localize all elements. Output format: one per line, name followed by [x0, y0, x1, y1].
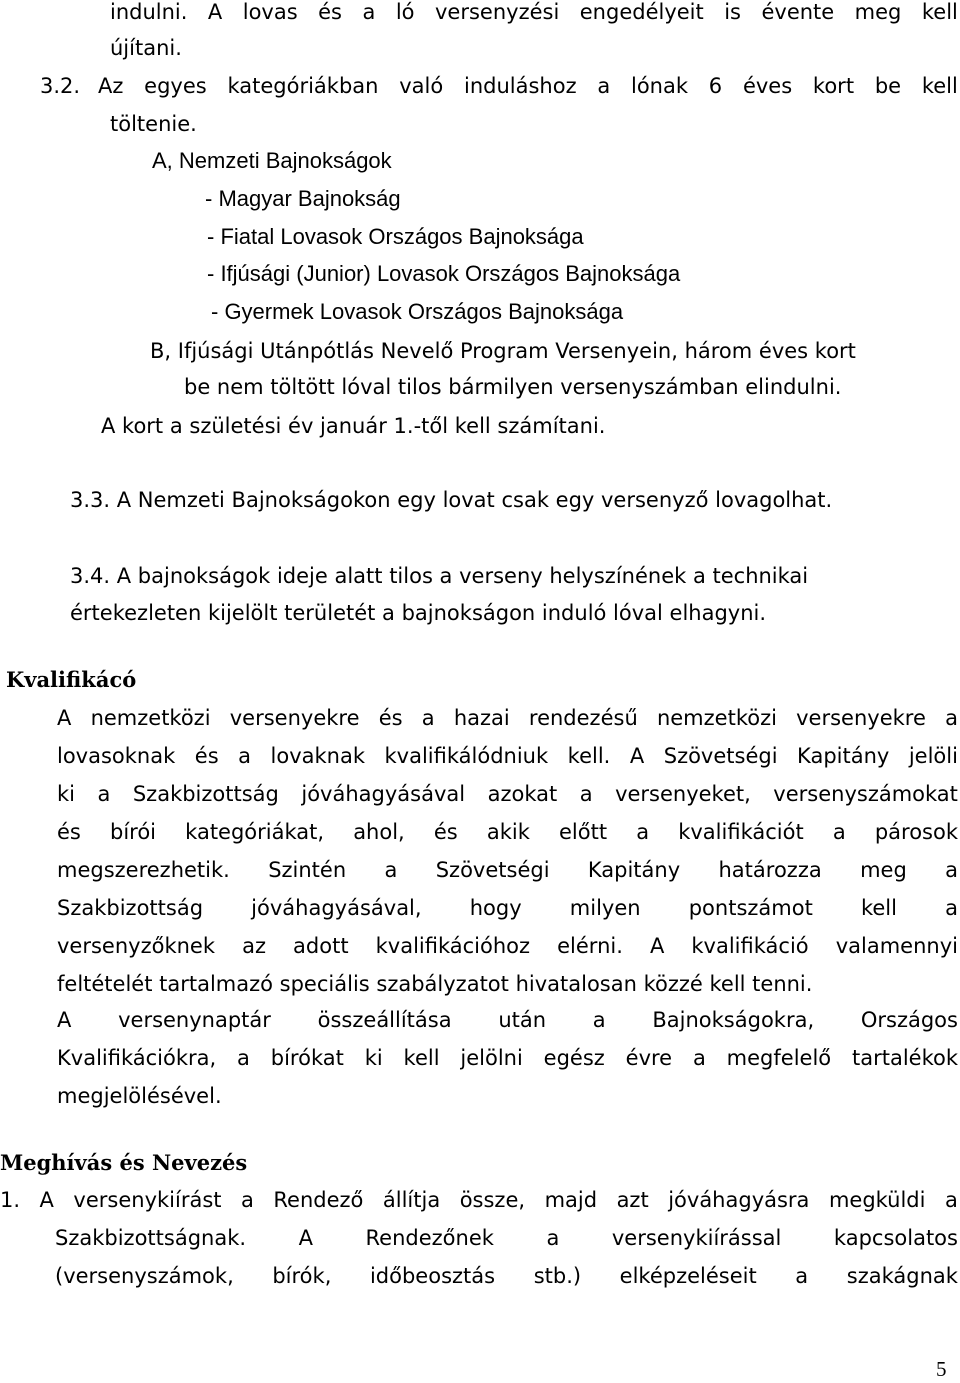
- word: évente: [761, 0, 835, 24]
- word: Szakbizottság: [57, 896, 204, 920]
- word: meg: [854, 0, 902, 24]
- word: megfelelő: [726, 1046, 832, 1070]
- text-line: be nem töltött lóval tilos bármilyen versenyszámban elindulni.: [184, 375, 842, 399]
- text-line: B, Ifjúsági Utánpótlás Nevelő Program Versenyein, három éves kort: [150, 339, 856, 363]
- text-line: újítani.: [110, 36, 182, 60]
- word: stb.): [533, 1264, 582, 1288]
- word: ki: [364, 1046, 383, 1070]
- paragraph-line: [0, 1187, 958, 1213]
- word: valamennyi: [835, 934, 958, 958]
- word: kell.: [567, 744, 611, 768]
- section-heading: Kvalifikácó: [6, 667, 137, 692]
- word: versenyeket,: [615, 782, 751, 806]
- text-line: értekezleten kijelölt területét a bajnokságon induló lóval elhagyni.: [70, 601, 767, 625]
- word: versenyekre: [796, 706, 926, 730]
- word: A: [207, 0, 223, 24]
- word: induláshoz: [463, 74, 577, 98]
- word: hazai: [453, 706, 510, 730]
- word: versenyzési: [434, 0, 560, 24]
- page-number: 5: [936, 1357, 947, 1381]
- word: A: [57, 1008, 72, 1032]
- word: adott: [293, 934, 349, 958]
- word: szakágnak: [846, 1264, 958, 1288]
- word: a: [795, 1264, 809, 1288]
- word: Rendezőnek: [365, 1226, 494, 1250]
- word: és: [378, 706, 403, 730]
- word: kell: [921, 0, 958, 24]
- word: be: [874, 74, 902, 98]
- word: A: [649, 934, 665, 958]
- word: után: [498, 1008, 547, 1032]
- word: egyes: [144, 74, 207, 98]
- word: milyen: [569, 896, 641, 920]
- paragraph-line: [57, 781, 958, 807]
- word: Szakbizottság: [132, 782, 279, 806]
- list-item: - Magyar Bajnokság: [205, 186, 401, 211]
- paragraph-line: [57, 1045, 958, 1071]
- word: a: [945, 896, 958, 920]
- word: kategóriákat,: [185, 820, 325, 844]
- word: hogy: [469, 896, 522, 920]
- word: a: [945, 706, 958, 730]
- paragraph-line: [57, 933, 958, 959]
- word: ló: [395, 0, 415, 24]
- word: nemzetközi: [656, 706, 777, 730]
- word: lónak: [631, 74, 689, 98]
- word: bírói: [110, 820, 157, 844]
- word: Rendező: [273, 1188, 364, 1212]
- word: időbeosztás: [369, 1264, 496, 1288]
- word: kvalifikációt: [678, 820, 804, 844]
- word: párosok: [874, 820, 958, 844]
- word: a: [546, 1226, 560, 1250]
- word: megszerezhetik.: [57, 858, 230, 882]
- word: jóváhagyásával: [301, 782, 466, 806]
- word: Az: [98, 74, 124, 98]
- word: jóváhagyásával,: [251, 896, 422, 920]
- word: a: [238, 744, 252, 768]
- word: kapcsolatos: [833, 1226, 958, 1250]
- word: megküldi: [828, 1188, 926, 1212]
- word: lovas: [242, 0, 298, 24]
- paragraph-line: [57, 705, 958, 731]
- word: is: [724, 0, 741, 24]
- word: előtt: [559, 820, 608, 844]
- word: kvalifikációhoz: [375, 934, 531, 958]
- list-item: - Ifjúsági (Junior) Lovasok Országos Bajnoksága: [207, 261, 681, 286]
- word: a: [692, 1046, 706, 1070]
- word: kell: [860, 896, 897, 920]
- word: az: [242, 934, 266, 958]
- word: Kapitány: [797, 744, 890, 768]
- word: kort: [812, 74, 855, 98]
- paragraph-line: feltételét tartalmazó speciális szabályzatot hivatalosan közzé kell tenni.: [57, 972, 813, 996]
- word: egész: [543, 1046, 605, 1070]
- word: bírókat: [270, 1046, 344, 1070]
- word: a: [237, 1046, 250, 1070]
- text-line: [110, 0, 958, 25]
- word: meg: [860, 858, 907, 882]
- word: ki: [57, 782, 75, 806]
- section-heading: Meghívás és Nevezés: [0, 1150, 248, 1175]
- word: a: [97, 782, 111, 806]
- word: Országos: [860, 1008, 958, 1032]
- word: tartalékok: [851, 1046, 958, 1070]
- word: jelöli: [908, 744, 958, 768]
- text-line: A kort a születési év január 1.-től kell számítani.: [101, 414, 606, 438]
- word: 6: [708, 74, 723, 98]
- word: versenyekre: [229, 706, 360, 730]
- word: Szakbizottságnak.: [55, 1226, 247, 1250]
- paragraph-line: [57, 1007, 958, 1033]
- word: Szövetségi: [435, 858, 550, 882]
- text-line: töltenie.: [110, 112, 197, 136]
- word: A: [629, 744, 645, 768]
- word: lovasoknak: [57, 744, 176, 768]
- word: a: [421, 706, 435, 730]
- paragraph-line: [55, 1225, 958, 1251]
- word: A: [298, 1226, 313, 1250]
- paragraph-line: [57, 743, 958, 769]
- word: kategóriákban: [227, 74, 379, 98]
- word: pontszámot: [688, 896, 813, 920]
- word: a: [384, 858, 398, 882]
- word: a: [579, 782, 593, 806]
- word: állítja: [382, 1188, 441, 1212]
- word: és: [433, 820, 458, 844]
- word: versenynaptár: [118, 1008, 271, 1032]
- word: 1.: [0, 1188, 21, 1212]
- word: versenykiírással: [611, 1226, 782, 1250]
- word: jóváhagyásra: [668, 1188, 810, 1212]
- word: a: [241, 1188, 254, 1212]
- word: éves: [742, 74, 793, 98]
- word: versenykiírást: [73, 1188, 222, 1212]
- word: rendezésű: [528, 706, 638, 730]
- list-item: - Fiatal Lovasok Országos Bajnoksága: [207, 224, 584, 249]
- word: azokat: [487, 782, 558, 806]
- word: és: [57, 820, 81, 844]
- word: Szövetségi: [663, 744, 778, 768]
- word: a: [636, 820, 650, 844]
- word: kell: [921, 74, 958, 98]
- paragraph-line: megjelölésével.: [57, 1084, 222, 1108]
- word: a: [832, 820, 846, 844]
- word: bírók,: [272, 1264, 332, 1288]
- word: és: [318, 0, 343, 24]
- word: összeállítása: [317, 1008, 452, 1032]
- word: azt: [616, 1188, 649, 1212]
- word: a: [592, 1008, 606, 1032]
- word: lovaknak: [270, 744, 366, 768]
- word: versenyszámokat: [773, 782, 958, 806]
- word: kvalifikálódniuk: [384, 744, 549, 768]
- section-number: 3.2.: [40, 74, 81, 98]
- word: elérni.: [557, 934, 623, 958]
- word: a: [597, 74, 611, 98]
- text-line: [98, 73, 958, 99]
- word: a: [944, 1188, 958, 1212]
- word: határozza: [718, 858, 822, 882]
- word: Bajnokságokra,: [652, 1008, 815, 1032]
- word: versenyzőknek: [57, 934, 216, 958]
- word: Szintén: [268, 858, 347, 882]
- list-item: - Gyermek Lovasok Országos Bajnoksága: [211, 299, 624, 324]
- word: való: [399, 74, 444, 98]
- word: jelölni: [460, 1046, 523, 1070]
- word: (versenyszámok,: [55, 1264, 234, 1288]
- paragraph-line: [57, 819, 958, 845]
- word: a: [362, 0, 376, 24]
- paragraph-line: [57, 895, 958, 921]
- word: kell: [403, 1046, 440, 1070]
- word: majd: [544, 1188, 598, 1212]
- word: nemzetközi: [90, 706, 211, 730]
- word: elképzeléseit: [619, 1264, 757, 1288]
- word: össze,: [459, 1188, 526, 1212]
- word: Kapitány: [587, 858, 681, 882]
- word: és: [194, 744, 219, 768]
- section-3-3: 3.3. A Nemzeti Bajnokságokon egy lovat csak egy versenyző lovagolhat.: [70, 488, 833, 512]
- word: a: [945, 858, 958, 882]
- list-heading: A, Nemzeti Bajnokságok: [152, 148, 392, 173]
- word: A: [39, 1188, 54, 1212]
- text-line: 3.4. A bajnokságok ideje alatt tilos a verseny helyszínének a technikai: [70, 564, 809, 588]
- word: ahol,: [353, 820, 405, 844]
- word: kvalifikáció: [691, 934, 809, 958]
- paragraph-line: [57, 857, 958, 883]
- word: Kvalifikációkra,: [57, 1046, 217, 1070]
- word: indulni.: [110, 0, 188, 24]
- word: évre: [625, 1046, 673, 1070]
- word: akik: [486, 820, 530, 844]
- word: A: [57, 706, 72, 730]
- word: engedélyeit: [579, 0, 704, 24]
- paragraph-line: [55, 1263, 958, 1289]
